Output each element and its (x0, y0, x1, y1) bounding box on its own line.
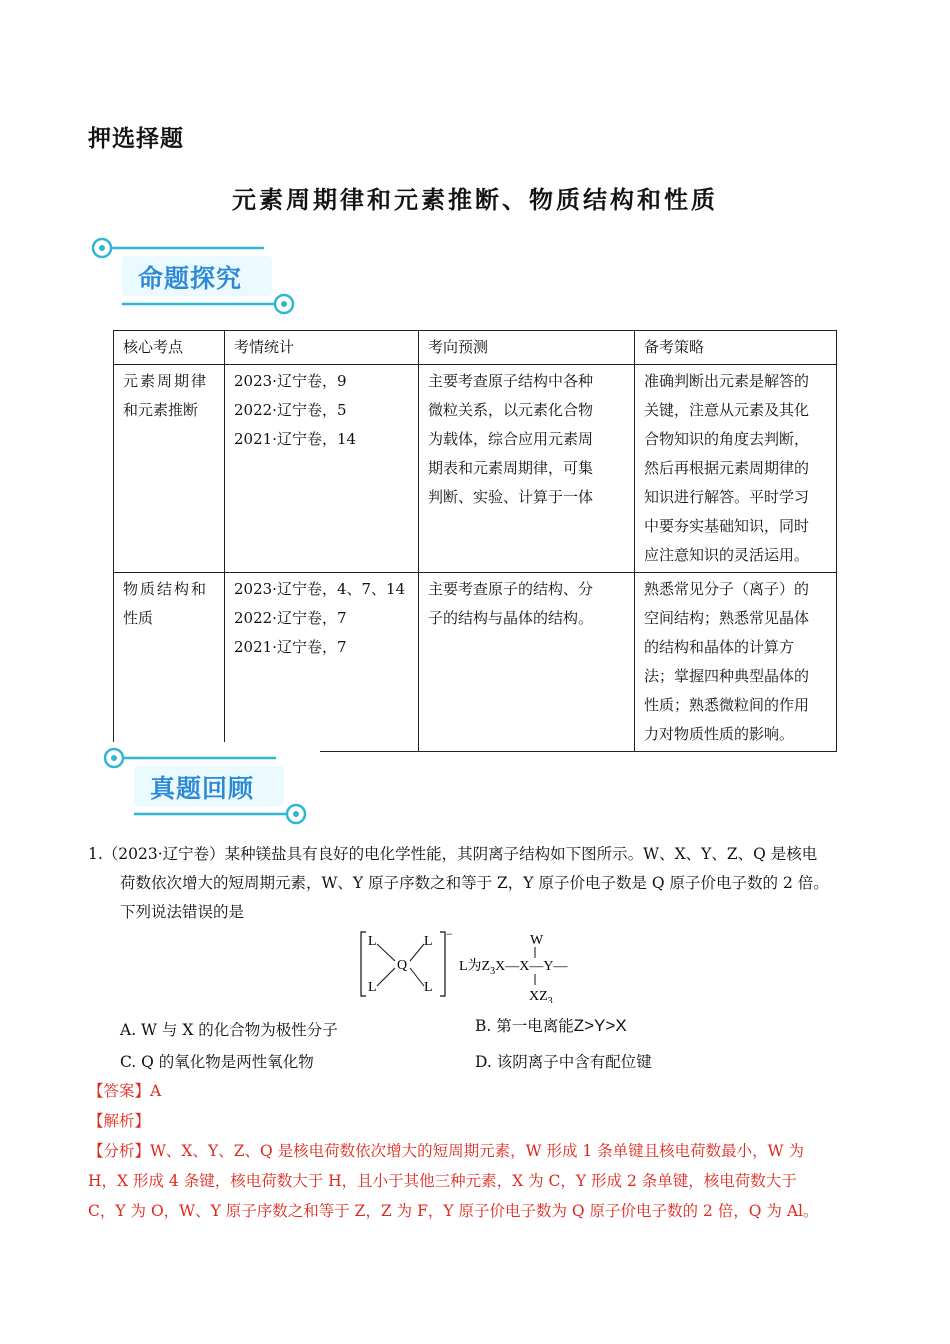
banner-title: 真题回顾 (150, 774, 255, 803)
question-stem-line: 荷数依次增大的短周期元素，W、Y 原子序数之和等于 Z，Y 原子价电子数是 Q 原子价电子数的 2 倍。 (120, 874, 829, 892)
banner-past-exams (100, 742, 320, 830)
strategy-cell: 准确判断出元素是解答的 关键，注意从元素及其化 合物知识的角度去判断， 然后再根据元素周期律的 知识进行解答。平时学习 中要夯实基础知识，同时 应注意知识的灵活运用。 (635, 365, 837, 573)
charge-label: − (446, 928, 453, 941)
table-header-row (114, 331, 837, 365)
option-a[interactable]: A. W 与 X 的化合物为极性分子 (120, 1021, 338, 1039)
ligand-label: L (368, 934, 377, 949)
stats-cell: 2023·辽宁卷，4、7、14 2022·辽宁卷，7 2021·辽宁卷，7 (225, 573, 419, 752)
table-row (114, 365, 837, 573)
substituent-xz3: $XZ_3$ (529, 989, 553, 1003)
header-cell: 考向预测 (419, 331, 635, 365)
exam-analysis-table (113, 330, 837, 752)
option-d[interactable]: D. 该阴离子中含有配位键 (475, 1053, 652, 1071)
header-cell: 核心考点 (114, 331, 225, 365)
topic-cell: 物质结构和 性质 (114, 573, 225, 752)
page-title: 元素周期律和元素推断、物质结构和性质 (232, 186, 718, 214)
ligand-label: L (424, 934, 433, 949)
header-cell: 备考策略 (635, 331, 837, 365)
center-atom: Q (397, 958, 408, 973)
table-row (114, 573, 837, 752)
header-cell: 考情统计 (225, 331, 419, 365)
stats-cell: 2023·辽宁卷，9 2022·辽宁卷，5 2021·辽宁卷，14 (225, 365, 419, 573)
forecast-cell: 主要考查原子的结构、分 子的结构与晶体的结构。 (419, 573, 635, 752)
ligand-definition: L为$Z_3X—X—Y—$ (459, 959, 568, 977)
ligand-label: L (424, 980, 433, 995)
option-c[interactable]: C. Q 的氧化物是两性氧化物 (120, 1053, 314, 1071)
analysis-line: 【分析】W、X、Y、Z、Q 是核电荷数依次增大的短周期元素，W 形成 1 条单键且核电荷数最小，W 为 (88, 1142, 805, 1160)
anion-structure-diagram (358, 928, 608, 1007)
banner-exam-exploration (88, 232, 308, 320)
strategy-cell: 熟悉常见分子（离子）的 空间结构；熟悉常见晶体 的结构和晶体的计算方 法；掌握四种典型晶体的 性质；熟悉微粒间的作用 力对物质性质的影响。 (635, 573, 837, 752)
section-label: 押选择题 (88, 126, 184, 152)
substituent-w: W (530, 933, 544, 948)
structure-svg (358, 928, 608, 1003)
question-stem-line: 1.（2023·辽宁卷）某种镁盐具有良好的电化学性能，其阴离子结构如下图所示。W、X、Y、Z、Q 是核电 (88, 845, 818, 863)
ligand-label: L (368, 980, 377, 995)
answer-label: 【答案】A (88, 1082, 162, 1100)
analysis-line: C，Y 为 O，W、Y 原子序数之和等于 Z，Z 为 F，Y 原子价电子数为 Q 原子价电子数的 2 倍，Q 为 Al。 (88, 1202, 819, 1220)
answer-section (88, 1076, 878, 1226)
forecast-cell: 主要考查原子结构中各种 微粒关系，以元素化合物 为载体，综合应用元素周 期表和元素周期律，可集 判断、实验、计算于一体 (419, 365, 635, 573)
question-1 (88, 840, 868, 927)
banner-title: 命题探究 (138, 264, 243, 293)
topic-cell: 元素周期律 和元素推断 (114, 365, 225, 573)
analysis-line: H，X 形成 4 条键，核电荷数大于 H，且小于其他三种元素，X 为 C，Y 形成 2 条单键，核电荷数大于 (88, 1172, 797, 1190)
option-b[interactable]: B. 第一电离能Z>Y>X (475, 1016, 627, 1035)
question-stem-line: 下列说法错误的是 (120, 903, 245, 921)
analysis-label: 【解析】 (88, 1112, 151, 1130)
